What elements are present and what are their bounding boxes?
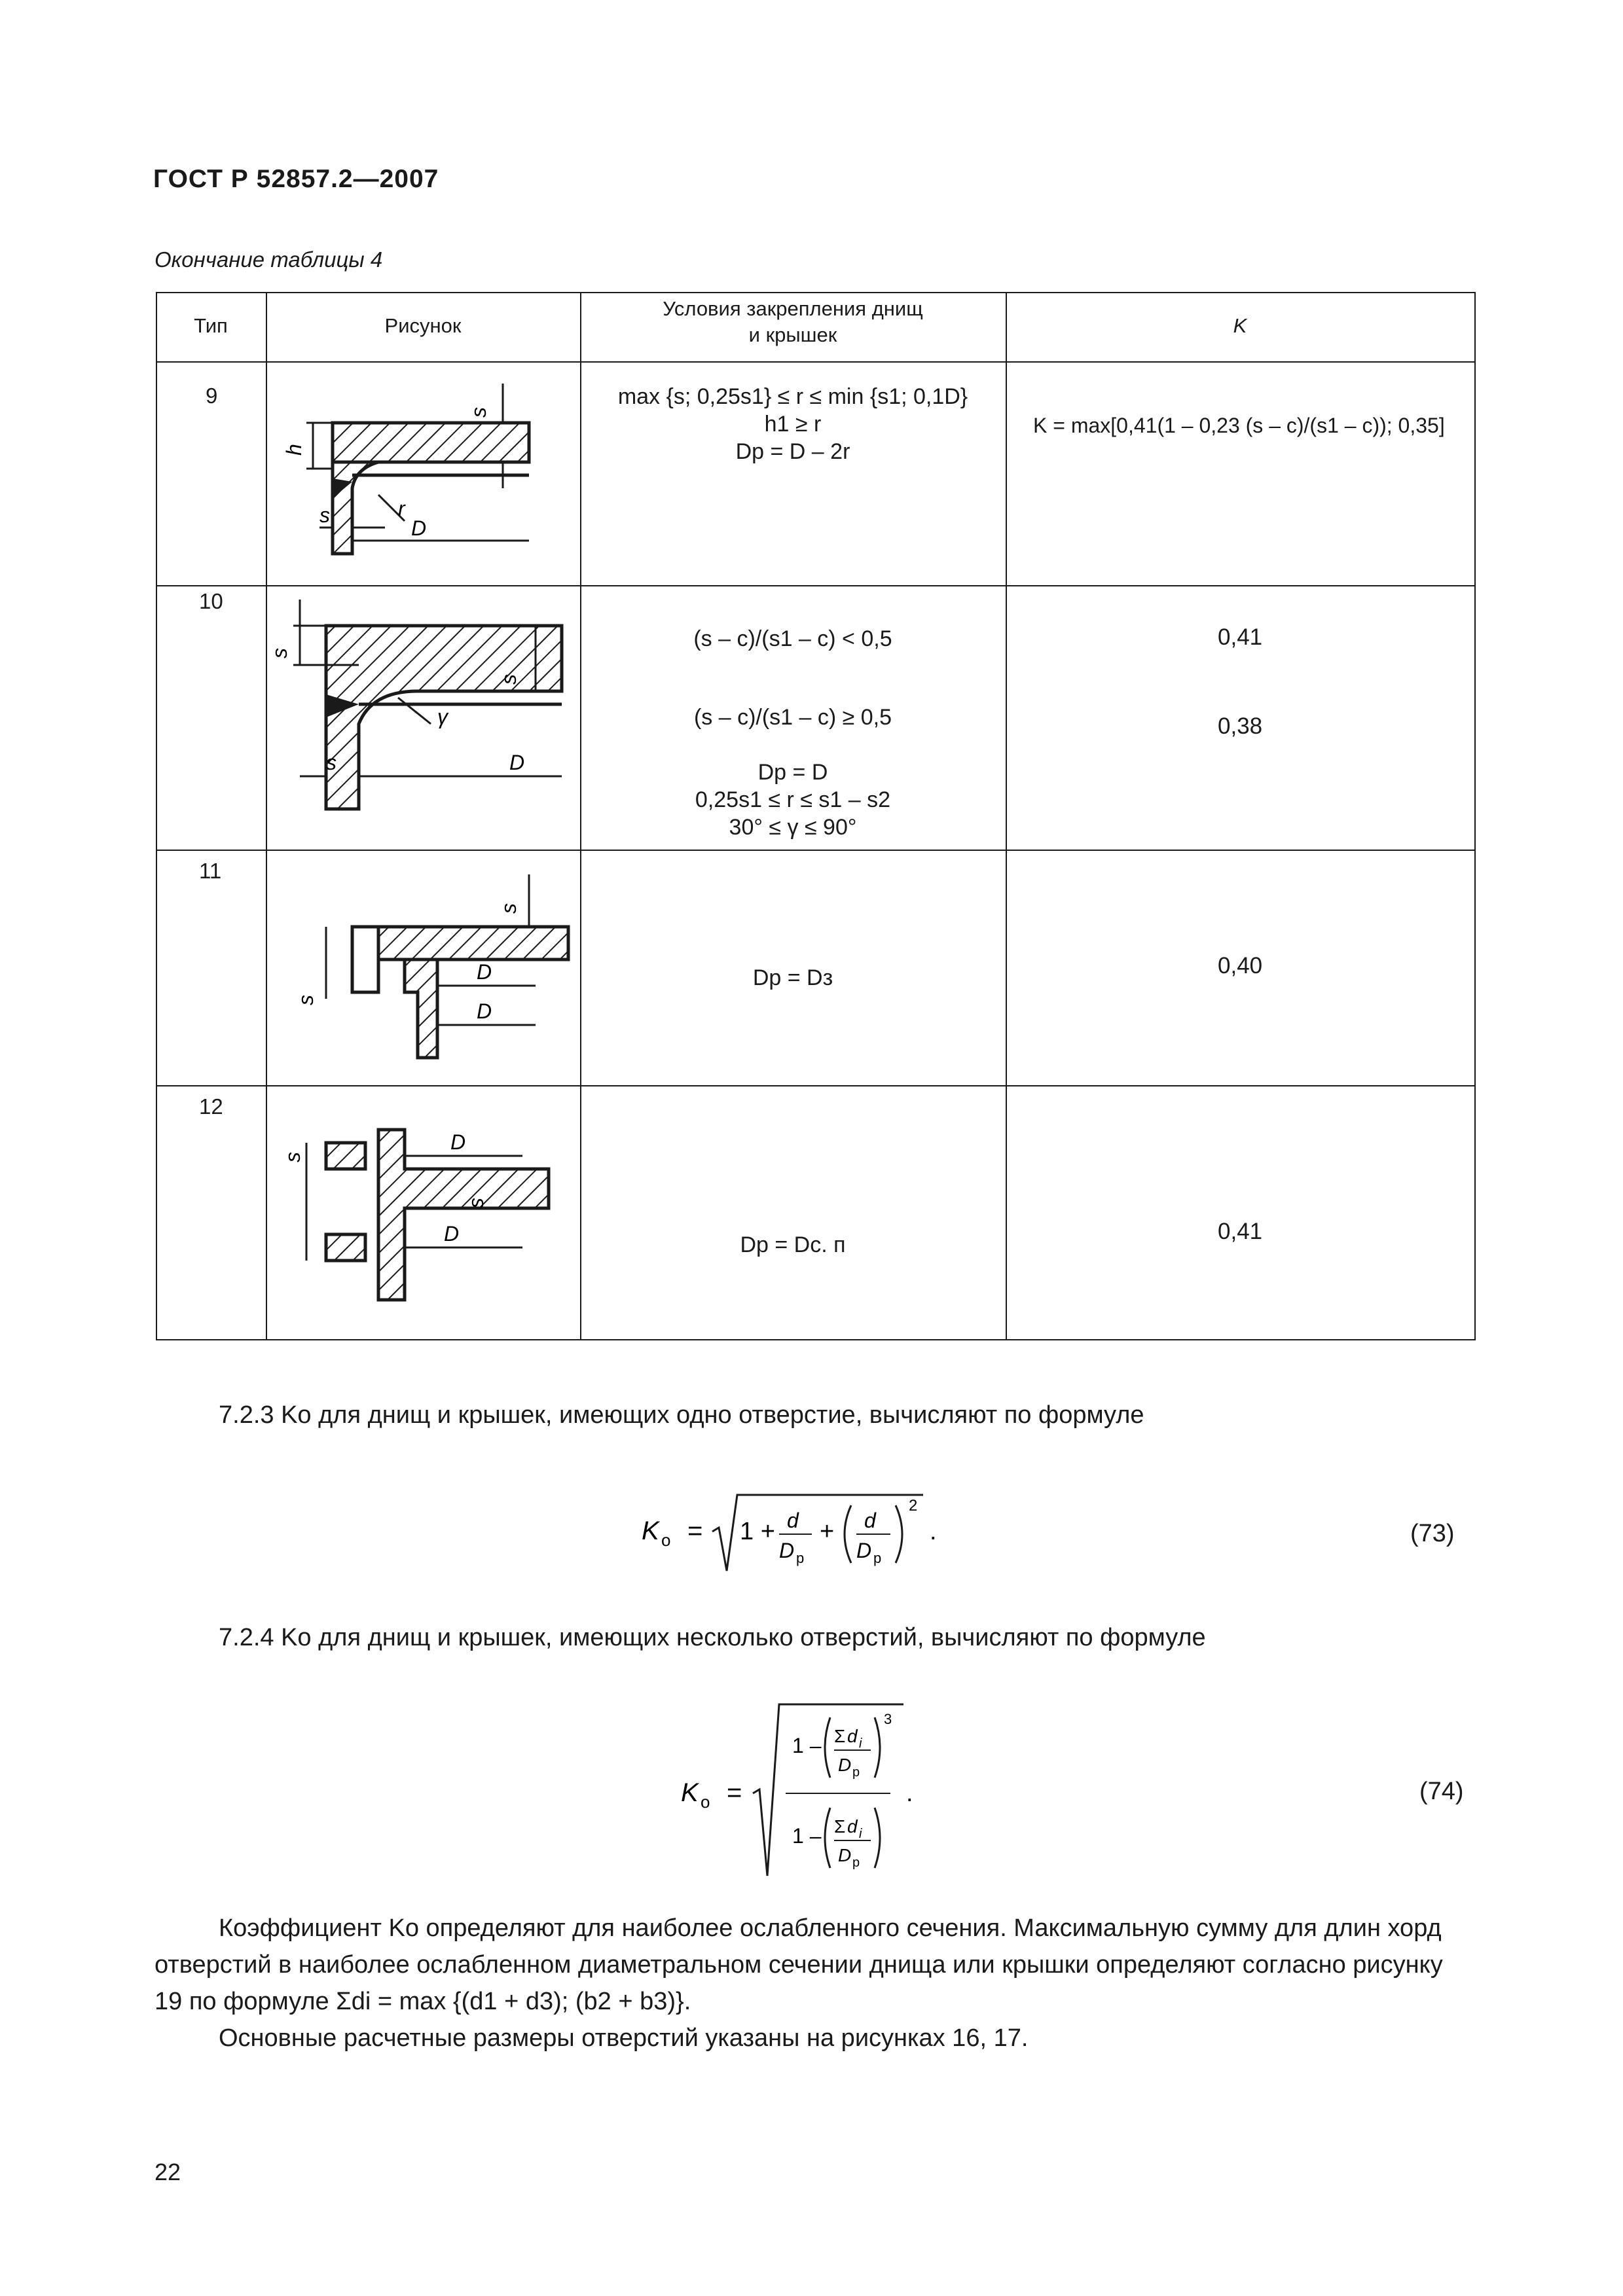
svg-text:D: D (477, 960, 492, 984)
page-header-title: ГОСТ Р 52857.2—2007 (153, 165, 439, 193)
svg-text:.: . (906, 1780, 913, 1807)
svg-text:р: р (852, 1765, 860, 1780)
svg-text:р: р (796, 1550, 805, 1566)
row9-condition-3: Dp = D – 2r (735, 439, 850, 464)
svg-text:о: о (661, 1530, 671, 1550)
svg-text:D: D (856, 1539, 872, 1562)
svg-text:+: + (820, 1518, 835, 1545)
svg-text:.: . (930, 1518, 937, 1545)
svg-text:s: s (281, 1152, 304, 1162)
svg-text:Σ: Σ (834, 1726, 846, 1746)
svg-text:D: D (450, 1130, 466, 1154)
svg-text:h: h (282, 444, 306, 456)
svg-text:i: i (859, 1736, 862, 1751)
svg-text:о: о (701, 1792, 710, 1812)
svg-text:р: р (873, 1550, 882, 1566)
svg-text:s: s (497, 674, 520, 685)
row10-condition-4: 0,25s1 ≤ r ≤ s1 – s2 (695, 787, 891, 812)
formula-73 (642, 1486, 956, 1584)
svg-text:d: d (847, 1726, 858, 1746)
svg-text:r: r (398, 497, 405, 520)
svg-text:s: s (326, 751, 337, 774)
paragraph-7-2-4: 7.2.4 Ko для днищ и крышек, имеющих несколько отверстий, вычисляют по формуле (219, 1624, 1206, 1651)
svg-text:1 –: 1 – (792, 1734, 822, 1757)
row9-k-formula: K = max[0,41(1 – 0,23 (s – c)/(s1 – c)); 0,35] (1033, 414, 1445, 437)
column-header-figure: Рисунок (384, 314, 462, 337)
svg-text:i: i (859, 1827, 862, 1841)
svg-text:D: D (477, 999, 492, 1023)
row-type-10: 10 (199, 589, 223, 613)
table-4-end (156, 292, 1476, 1340)
svg-text:d: d (787, 1509, 799, 1532)
svg-text:D: D (509, 751, 525, 774)
column-header-conditions-line2: и крышек (748, 323, 837, 346)
row9-condition-2: h1 ≥ r (764, 412, 822, 437)
svg-text:K: K (681, 1778, 699, 1807)
paragraph-7-2-3: 7.2.3 Ko для днищ и крышек, имеющих одно отверстие, вычисляют по формуле (219, 1401, 1144, 1429)
row12-condition-1: Dp = Dс. п (740, 1232, 846, 1257)
svg-text:1 +: 1 + (740, 1518, 775, 1545)
svg-text:s: s (497, 903, 520, 914)
row10-condition-5: 30° ≤ γ ≤ 90° (729, 815, 857, 840)
svg-text:D: D (411, 516, 427, 540)
figure-type-12 (281, 1103, 575, 1326)
svg-text:d: d (864, 1509, 876, 1532)
row9-condition-1: max {s; 0,25s1} ≤ r ≤ min {s1; 0,1D} (617, 384, 968, 409)
svg-text:γ: γ (437, 705, 448, 728)
row-type-9: 9 (206, 384, 218, 408)
column-header-k: K (1233, 314, 1247, 337)
row10-condition-2: (s – c)/(s1 – c) ≥ 0,5 (693, 705, 892, 730)
column-header-conditions-line1: Условия закрепления днищ (663, 297, 923, 320)
row-type-12: 12 (199, 1094, 223, 1119)
svg-text:s: s (319, 503, 330, 527)
paragraph-main-dimensions: Основные расчетные размеры отверстий указаны на рисунках 16, 17. (219, 2024, 1029, 2052)
svg-text:s: s (464, 1198, 488, 1208)
svg-text:s: s (467, 407, 490, 418)
svg-text:=: = (727, 1778, 742, 1807)
svg-text:D: D (838, 1845, 852, 1865)
svg-text:3: 3 (884, 1711, 892, 1727)
svg-text:d: d (847, 1816, 858, 1837)
svg-text:D: D (444, 1222, 460, 1246)
svg-text:р: р (852, 1856, 860, 1870)
page-number: 22 (155, 2159, 181, 2185)
figure-type-11 (287, 861, 575, 1077)
svg-text:K: K (642, 1516, 659, 1545)
paragraph-coefficient: Коэффициент Ko определяют для наиболее ослабленного сечения. Максимальную сумму для длин хорд отверстий в наиболее ослабленном диаметральном сечении днища или крышки определяют согласно рисунку 19 по формуле Σdi = max {(d1 + d3); (b2 + b3)}. (155, 1914, 1443, 2015)
row10-k-value-2: 0,38 (1218, 713, 1263, 739)
row11-k-value: 0,40 (1218, 953, 1263, 978)
svg-text:Σ: Σ (834, 1816, 846, 1837)
row-type-11: 11 (199, 859, 222, 883)
row10-condition-3: Dp = D (757, 760, 828, 785)
figure-type-10 (268, 600, 575, 822)
equation-number-74: (74) (1419, 1778, 1464, 1805)
row10-condition-1: (s – c)/(s1 – c) < 0,5 (693, 626, 892, 651)
column-header-type: Тип (194, 314, 228, 337)
svg-text:=: = (687, 1516, 703, 1545)
figure-type-9 (282, 370, 568, 580)
svg-text:D: D (779, 1539, 795, 1562)
row10-k-value-1: 0,41 (1218, 624, 1263, 650)
svg-text:1 –: 1 – (792, 1824, 822, 1848)
svg-text:D: D (838, 1755, 852, 1775)
row12-k-value: 0,41 (1218, 1219, 1263, 1244)
row11-condition-1: Dp = Dз (752, 965, 833, 990)
formula-74 (681, 1695, 956, 1885)
table-caption: Окончание таблицы 4 (155, 247, 383, 272)
svg-text:s: s (268, 648, 291, 658)
svg-text:2: 2 (909, 1497, 918, 1515)
svg-text:s: s (294, 995, 318, 1005)
equation-number-73: (73) (1410, 1520, 1455, 1547)
